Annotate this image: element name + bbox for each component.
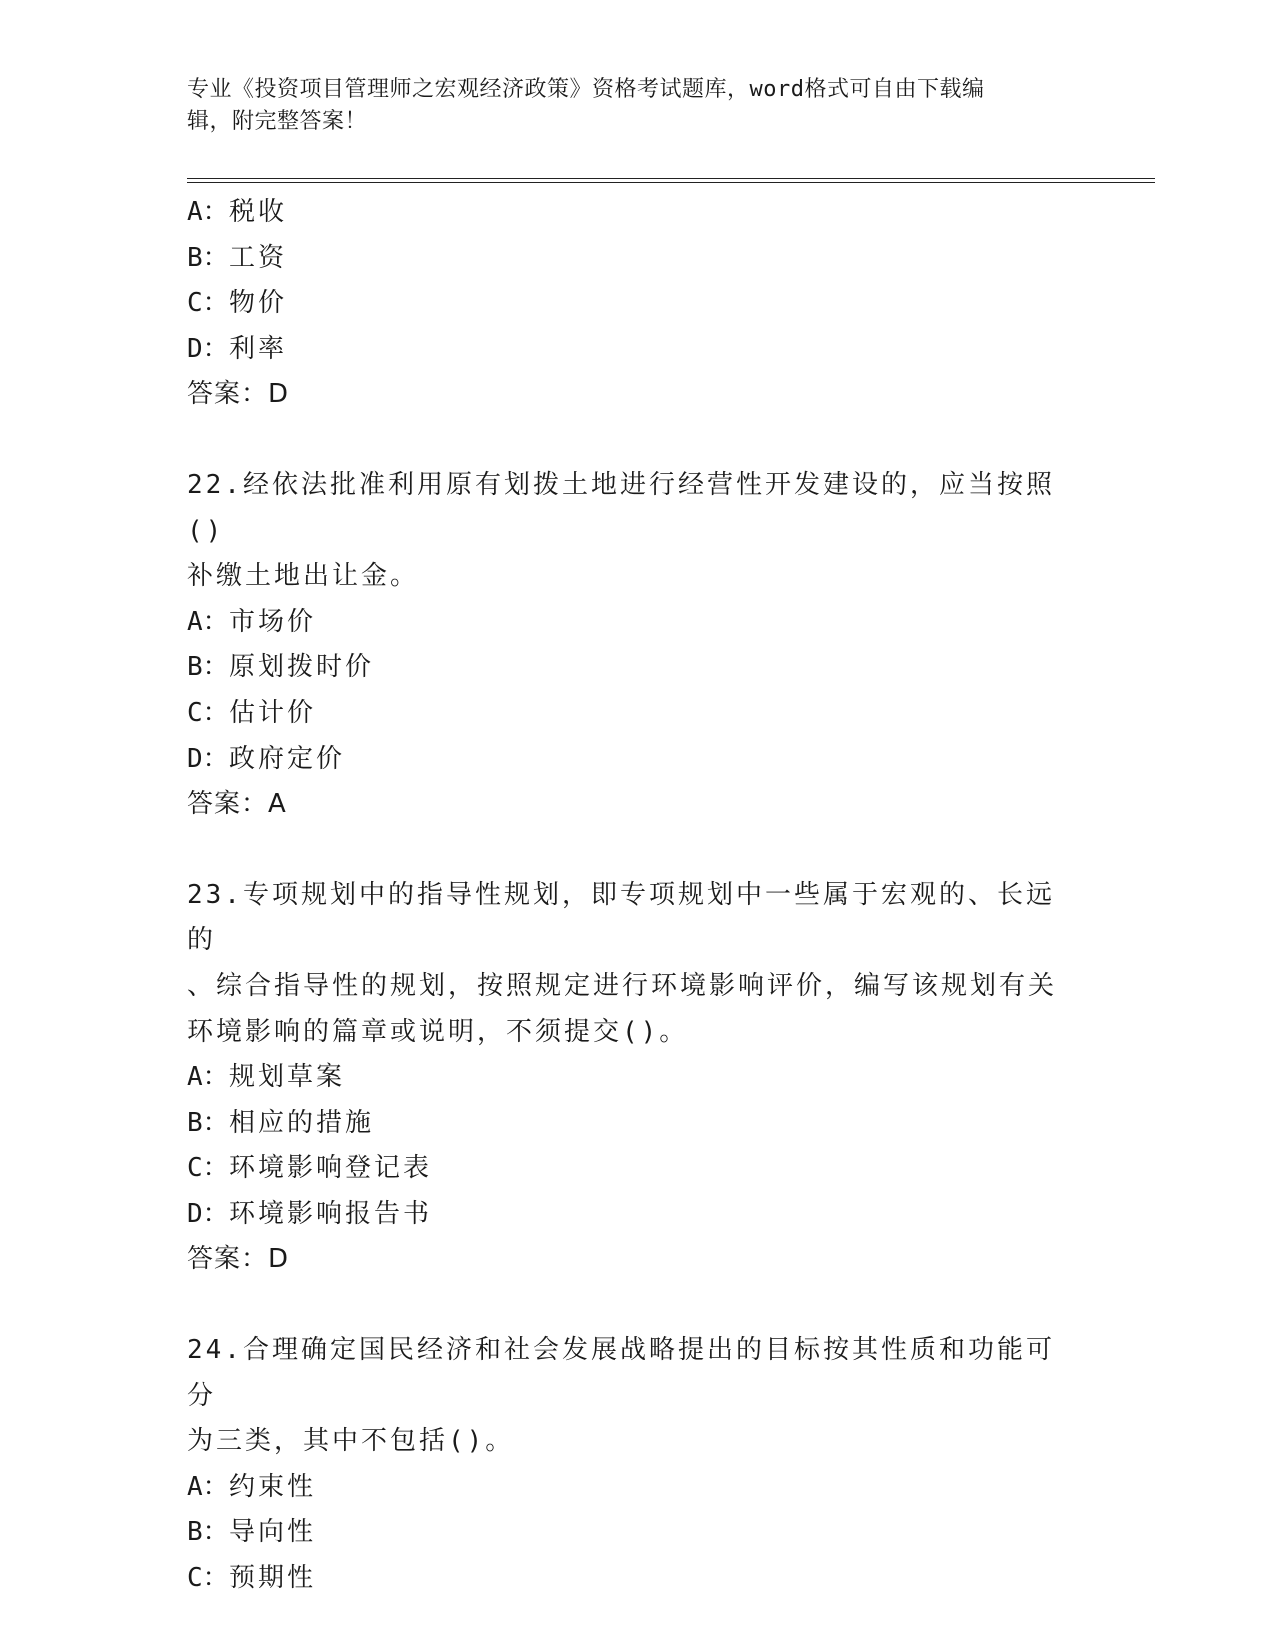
option-b [187,1510,1087,1556]
question-22 [187,463,1087,828]
question-stem-line: 补缴土地出让金。 [187,561,420,592]
option-text: 约束性 [229,1471,317,1502]
option-letter: C： [187,1153,229,1184]
option-letter: B： [187,1517,229,1548]
answer-line: 答案：D [187,379,290,410]
option-text: 环境影响报告书 [229,1198,433,1229]
option-letter: A： [187,606,229,637]
document-page [187,0,1157,1650]
option-letter: A： [187,197,229,227]
option-c [187,1146,1087,1192]
question-fragment [187,190,1087,418]
option-b [187,645,1087,691]
option-text: 环境影响登记表 [229,1153,433,1184]
option-letter: C： [187,288,229,319]
option-letter: D： [187,743,229,774]
answer-line: 答案：D [187,1244,290,1275]
option-letter: B： [187,652,229,683]
answer-line: 答案：A [187,789,287,820]
option-c [187,1556,1087,1602]
question-stem [187,873,1077,1055]
question-stem [187,463,1077,600]
option-text: 政府定价 [229,743,346,774]
question-stem [187,1328,1077,1465]
option-c [187,691,1087,737]
option-letter: B： [187,242,229,273]
question-stem-line: 为三类，其中不包括()。 [187,1426,515,1457]
option-b [187,1101,1087,1147]
option-text: 原划拨时价 [229,652,375,683]
option-text: 税收 [229,197,288,227]
option-text: 估计价 [229,697,317,728]
option-letter: C： [187,697,229,728]
option-text: 物价 [229,288,288,319]
question-list [187,190,1087,1602]
question-24 [187,1328,1087,1602]
option-letter: B： [187,1107,229,1138]
header-divider [187,178,1155,183]
option-d [187,737,1087,783]
header-line-2: 辑，附完整答案！ [187,109,368,134]
option-text: 工资 [229,242,288,273]
option-c [187,281,1087,327]
question-stem-line: 22.经依法批准利用原有划拨土地进行经营性开发建设的，应当按照() [187,469,1055,546]
question-stem-line: 23.专项规划中的指导性规划，即专项规划中一些属于宏观的、长远的 [187,879,1055,956]
option-a [187,1465,1087,1511]
question-stem-line: 、综合指导性的规划，按照规定进行环境影响评价，编写该规划有关 [187,970,1058,1001]
option-text: 市场价 [229,606,317,637]
option-d [187,327,1087,373]
option-letter: D： [187,333,229,364]
option-d [187,1192,1087,1238]
option-text: 预期性 [229,1563,317,1594]
option-text: 规划草案 [229,1062,346,1093]
option-text: 利率 [229,333,288,364]
document-header [187,74,1077,138]
header-line-1: 专业《投资项目管理师之宏观经济政策》资格考试题库，word格式可自由下载编 [187,77,985,102]
question-stem-line: 24.合理确定国民经济和社会发展战略提出的目标按其性质和功能可分 [187,1335,1055,1411]
option-text: 相应的措施 [229,1107,375,1138]
question-23 [187,873,1087,1283]
option-b [187,236,1087,282]
option-letter: A： [187,1471,229,1502]
option-a [187,1055,1087,1101]
option-a [187,600,1087,646]
option-letter: D： [187,1198,229,1229]
option-text: 导向性 [229,1517,317,1548]
option-letter: C： [187,1563,229,1594]
question-stem-line: 环境影响的篇章或说明，不须提交()。 [187,1016,689,1047]
option-letter: A： [187,1062,229,1093]
option-a [187,190,1087,236]
